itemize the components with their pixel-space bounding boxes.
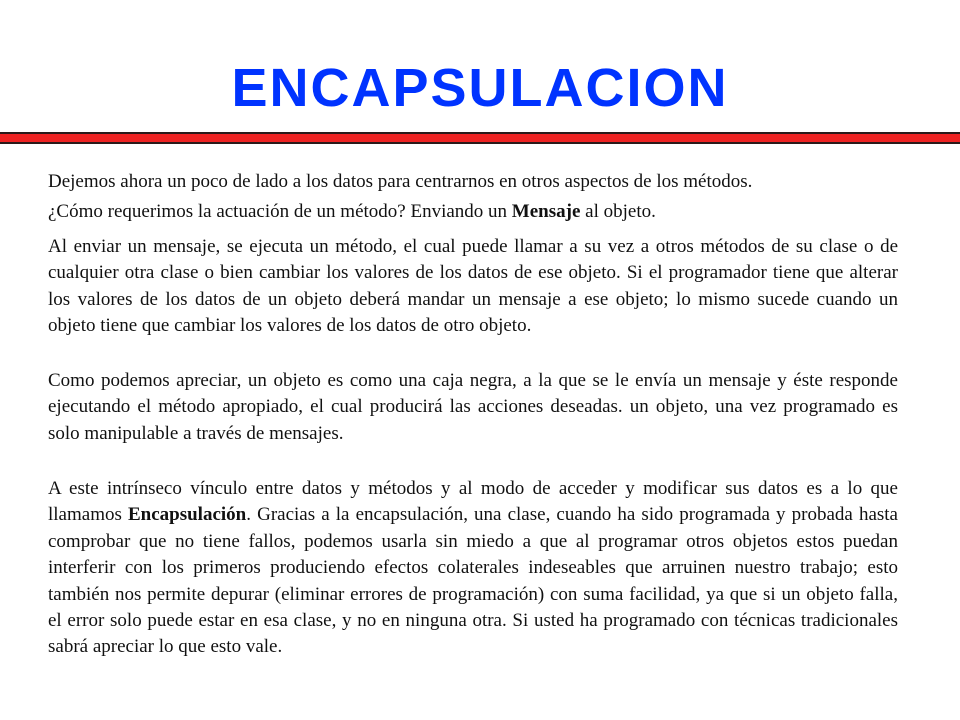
paragraph-encapsulacion-start: A este intrínseco vínculo entre datos y métodos y al modo de acceder y modificar sus datos es a lo que llamamos bbox=[48, 478, 898, 526]
keyword-encapsulacion: Encapsulación bbox=[127, 504, 247, 526]
paragraph-encapsulacion-rest: . Gracias a la encapsulación, una clase, cuando ha sido programada y probada hasta comprobar que no tiene fallos, podemos usarla sin miedo a que al programar otros objetos estos puedan interferir con los primeros produciendo efectos colaterales indeseables que arruinen nuestro trabajo; esto también nos permite depurar (eliminar errores de programación) con suma facilidad, ya que si un objeto falla, el error solo puede estar en esa clase, y no en ninguna otra. Si usted ha programado con técnicas tradicionales sabrá apreciar lo que esto vale. bbox=[48, 504, 898, 658]
paragraph-mensajes: Al enviar un mensaje, se ejecuta un método, el cual puede llamar a su vez a otros métodos de su clase o de cualquier otra clase o bien cambiar los valores de los datos de ese objeto. Si el programador tiene que alterar los valores de los datos de un objeto deberá mandar un mensaje a ese objeto; lo mismo sucede cuando un objeto tiene que cambiar los valores de los datos de otro objeto. bbox=[48, 236, 898, 337]
question-text: ¿Cómo requerimos la actuación de un método? Enviando un bbox=[48, 201, 512, 222]
slide-title: ENCAPSULACION bbox=[231, 58, 729, 118]
question-tail: al objeto. bbox=[580, 201, 656, 222]
paragraph-encapsulacion bbox=[48, 476, 898, 661]
question-line bbox=[48, 200, 898, 224]
title-divider bbox=[0, 132, 960, 144]
paragraph-caja-negra: Como podemos apreciar, un objeto es como una caja negra, a la que se le envía un mensaje y éste responde ejecutando el método apropiado, el cual producirá las acciones deseadas. un objeto, una vez programado es solo manipulable a través de mensajes. bbox=[48, 370, 898, 444]
intro-line: Dejemos ahora un poco de lado a los datos para centrarnos en otros aspectos de los métodos. bbox=[48, 171, 753, 192]
keyword-mensaje: Mensaje bbox=[511, 201, 581, 222]
